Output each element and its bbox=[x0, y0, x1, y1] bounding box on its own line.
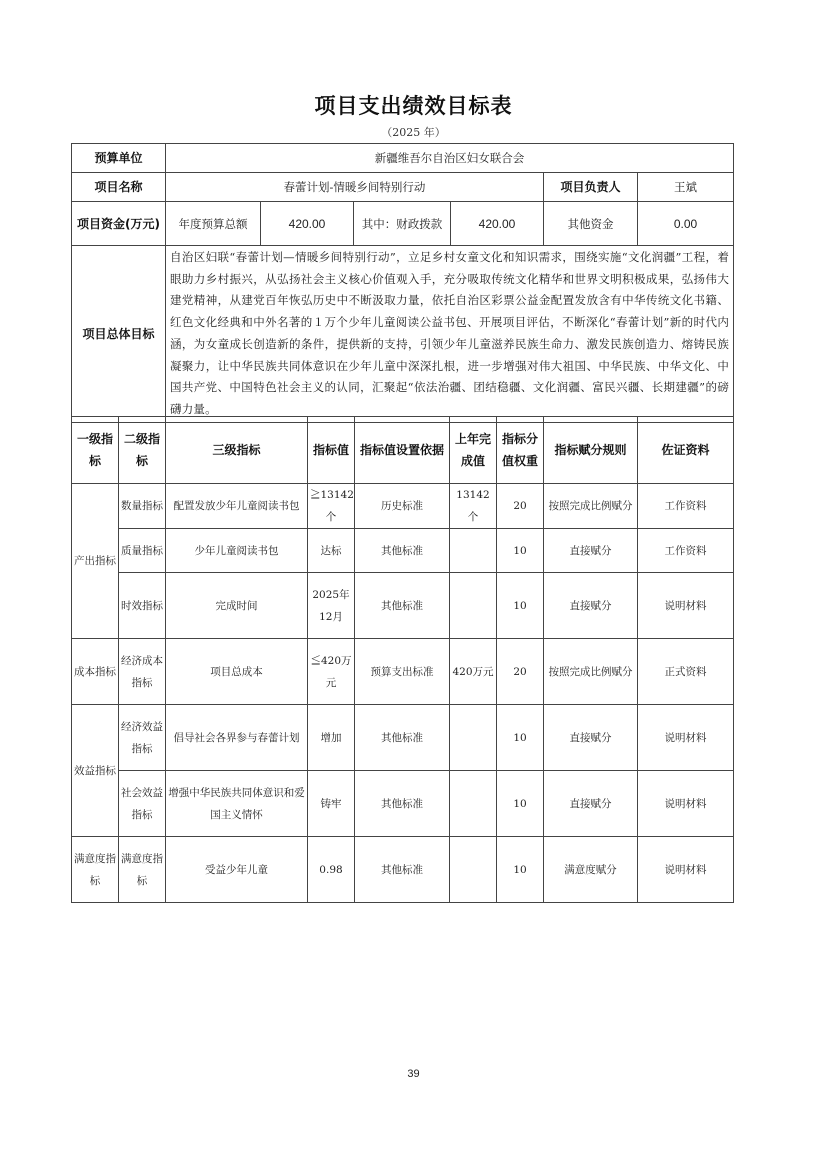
value-cell: 2025年12月 bbox=[308, 573, 355, 639]
page-number: 39 bbox=[407, 1068, 420, 1080]
rule-cell: 按照完成比例赋分 bbox=[544, 484, 638, 529]
indicator-header-row bbox=[72, 417, 734, 484]
evidence-cell: 说明材料 bbox=[638, 771, 734, 837]
weight-cell: 10 bbox=[497, 573, 544, 639]
header-level3: 三级指标 bbox=[166, 417, 308, 484]
level3-cell: 少年儿童阅读书包 bbox=[166, 529, 308, 573]
level3-cell: 配置发放少年儿童阅读书包 bbox=[166, 484, 308, 529]
basis-cell: 其他标准 bbox=[355, 837, 450, 903]
level3-cell: 项目总成本 bbox=[166, 639, 308, 705]
evidence-cell: 工作资料 bbox=[638, 484, 734, 529]
value-cell: 增加 bbox=[308, 705, 355, 771]
project-name-value: 春蕾计划-情暖乡间特别行动 bbox=[166, 173, 544, 202]
header-value: 指标值 bbox=[308, 417, 355, 484]
level3-cell: 完成时间 bbox=[166, 573, 308, 639]
last-year-cell bbox=[450, 573, 497, 639]
basis-cell: 预算支出标准 bbox=[355, 639, 450, 705]
project-lead-value: 王斌 bbox=[638, 173, 734, 202]
level2-cell: 质量指标 bbox=[119, 529, 166, 573]
value-cell: 0.98 bbox=[308, 837, 355, 903]
level2-cell: 社会效益指标 bbox=[119, 771, 166, 837]
overview-table bbox=[71, 143, 734, 423]
table-row bbox=[72, 529, 734, 573]
weight-cell: 10 bbox=[497, 837, 544, 903]
table-row bbox=[72, 639, 734, 705]
year-label: （2025 年） bbox=[381, 126, 446, 139]
table-row bbox=[72, 837, 734, 903]
value-cell: 铸牢 bbox=[308, 771, 355, 837]
level1-benefit: 效益指标 bbox=[72, 705, 119, 837]
rule-cell: 直接赋分 bbox=[544, 705, 638, 771]
last-year-cell bbox=[450, 771, 497, 837]
header-basis: 指标值设置依据 bbox=[355, 417, 450, 484]
level3-cell: 增强中华民族共同体意识和爱国主义情怀 bbox=[166, 771, 308, 837]
level2-cell: 数量指标 bbox=[119, 484, 166, 529]
basis-cell: 其他标准 bbox=[355, 573, 450, 639]
table-row bbox=[72, 484, 734, 529]
evidence-cell: 说明材料 bbox=[638, 837, 734, 903]
header-rule: 指标赋分规则 bbox=[544, 417, 638, 484]
evidence-cell: 说明材料 bbox=[638, 573, 734, 639]
goal-row bbox=[72, 246, 734, 423]
level1-output: 产出指标 bbox=[72, 484, 119, 639]
level2-cell: 经济效益指标 bbox=[119, 705, 166, 771]
weight-cell: 10 bbox=[497, 771, 544, 837]
level2-cell: 满意度指标 bbox=[119, 837, 166, 903]
annual-budget-label: 年度预算总额 bbox=[166, 202, 261, 246]
budget-unit-label: 预算单位 bbox=[72, 144, 166, 173]
table-row bbox=[72, 573, 734, 639]
budget-unit-value: 新疆维吾尔自治区妇女联合会 bbox=[166, 144, 734, 173]
basis-cell: 其他标准 bbox=[355, 529, 450, 573]
rule-cell: 直接赋分 bbox=[544, 771, 638, 837]
weight-cell: 10 bbox=[497, 705, 544, 771]
last-year-cell: 420万元 bbox=[450, 639, 497, 705]
goal-text: 自治区妇联“春蕾计划—情暖乡间特别行动”，立足乡村女童文化和知识需求，围绕实施“文化润疆”工程，着眼助力乡村振兴，从弘扬社会主义核心价值观入手，充分吸取传统文化精华和世界文明积极成果，弘扬伟大建党精神，从建党百年恢弘历史中不断汲取力量，依托自治区彩票公益金配置发放含有中华传统文化书籍、红色文化经典和中外名著的１万个少年儿童阅读公益书包、开展项目评估，不断深化“春蕾计划”新的时代内涵，为女童成长创造新的条件，提供新的支持，引领少年儿童滋养民族生命力、激发民族创造力、熔铸民族凝聚力，让中华民族共同体意识在少年儿童中深深扎根，进一步增强对伟大祖国、中华民族、中华文化、中国共产党、中国特色社会主义的认同，汇聚起“依法治疆、团结稳疆、文化润疆、富民兴疆、长期建疆”的磅礴力量。 bbox=[166, 246, 734, 423]
project-lead-label: 项目负责人 bbox=[544, 173, 638, 202]
level3-cell: 倡导社会各界参与春蕾计划 bbox=[166, 705, 308, 771]
level2-cell: 经济成本指标 bbox=[119, 639, 166, 705]
header-level2: 二级指标 bbox=[119, 417, 166, 484]
value-cell: 达标 bbox=[308, 529, 355, 573]
funds-row bbox=[72, 202, 734, 246]
rule-cell: 直接赋分 bbox=[544, 573, 638, 639]
last-year-cell bbox=[450, 837, 497, 903]
project-name-label: 项目名称 bbox=[72, 173, 166, 202]
fiscal-value: 420.00 bbox=[451, 202, 544, 246]
rule-cell: 按照完成比例赋分 bbox=[544, 639, 638, 705]
header-last-year: 上年完成值 bbox=[450, 417, 497, 484]
header-weight: 指标分值权重 bbox=[497, 417, 544, 484]
funds-label: 项目资金(万元) bbox=[72, 202, 166, 246]
table-row bbox=[72, 771, 734, 837]
basis-cell: 其他标准 bbox=[355, 705, 450, 771]
weight-cell: 10 bbox=[497, 529, 544, 573]
budget-unit-row bbox=[72, 144, 734, 173]
basis-cell: 历史标准 bbox=[355, 484, 450, 529]
rule-cell: 直接赋分 bbox=[544, 529, 638, 573]
last-year-cell bbox=[450, 529, 497, 573]
evidence-cell: 正式资料 bbox=[638, 639, 734, 705]
rule-cell: 满意度赋分 bbox=[544, 837, 638, 903]
level2-cell: 时效指标 bbox=[119, 573, 166, 639]
level3-cell: 受益少年儿童 bbox=[166, 837, 308, 903]
evidence-cell: 工作资料 bbox=[638, 529, 734, 573]
header-evidence: 佐证资料 bbox=[638, 417, 734, 484]
annual-budget-value: 420.00 bbox=[261, 202, 354, 246]
page-title: 项目支出绩效目标表 bbox=[314, 94, 513, 118]
value-cell: ≧13142个 bbox=[308, 484, 355, 529]
last-year-cell bbox=[450, 705, 497, 771]
goal-label: 项目总体目标 bbox=[72, 246, 166, 423]
level1-cost: 成本指标 bbox=[72, 639, 119, 705]
other-funds-value: 0.00 bbox=[638, 202, 734, 246]
other-funds-label: 其他资金 bbox=[544, 202, 638, 246]
weight-cell: 20 bbox=[497, 639, 544, 705]
basis-cell: 其他标准 bbox=[355, 771, 450, 837]
fiscal-label: 其中：财政拨款 bbox=[354, 202, 451, 246]
evidence-cell: 说明材料 bbox=[638, 705, 734, 771]
indicator-table bbox=[71, 416, 734, 903]
value-cell: ≦420万元 bbox=[308, 639, 355, 705]
level1-satisfaction: 满意度指标 bbox=[72, 837, 119, 903]
header-level1: 一级指标 bbox=[72, 417, 119, 484]
last-year-cell: 13142个 bbox=[450, 484, 497, 529]
weight-cell: 20 bbox=[497, 484, 544, 529]
project-name-row bbox=[72, 173, 734, 202]
table-row bbox=[72, 705, 734, 771]
